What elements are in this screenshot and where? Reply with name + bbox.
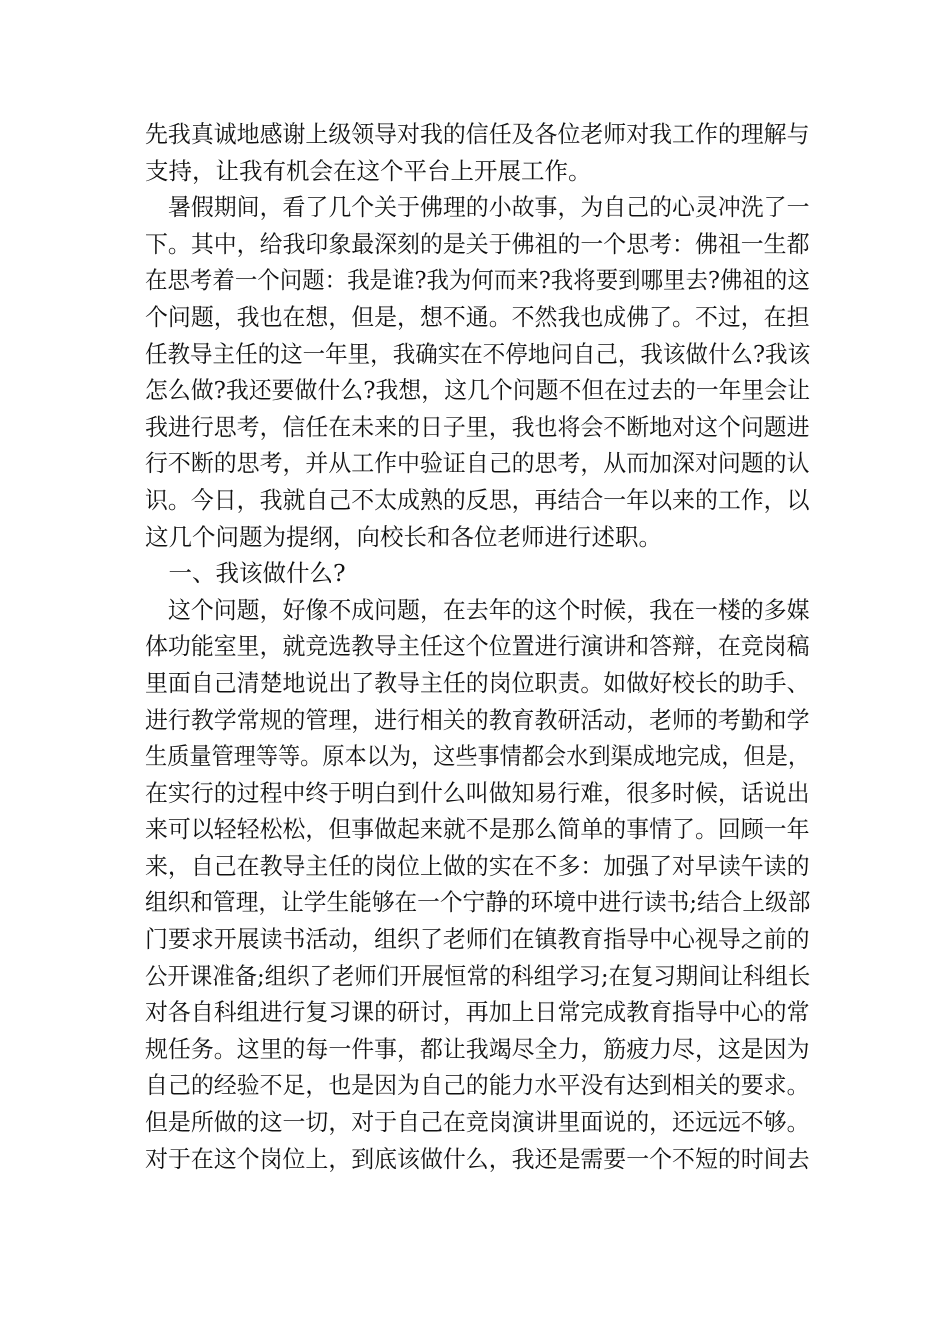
text-line: 在思考着一个问题：我是谁?我为何而来?我将要到哪里去?佛祖的这 — [145, 266, 810, 295]
text-line: 支持，让我有机会在这个平台上开展工作。 — [145, 156, 592, 185]
text-line: 里面自己清楚地说出了教导主任的岗位职责。如做好校长的助手、 — [145, 668, 810, 697]
document-body — [145, 116, 810, 1177]
text-line: 任教导主任的这一年里，我确实在不停地问自己，我该做什么?我该 — [145, 339, 811, 368]
text-line: 识。今日，我就自己不太成熟的反思，再结合一年以来的工作，以 — [145, 485, 810, 514]
text-line: 门要求开展读书活动，组织了老师们在镇教育指导中心视导之前的 — [145, 925, 810, 954]
text-line: 组织和管理，让学生能够在一个宁静的环境中进行读书;结合上级部 — [145, 888, 811, 917]
text-line: 来，自己在教导主任的岗位上做的实在不多：加强了对早读午读的 — [145, 851, 810, 880]
text-line: 生质量管理等等。原本以为，这些事情都会水到渠成地完成，但是， — [145, 742, 810, 771]
text-line: 规任务。这里的每一件事，都让我竭尽全力，筋疲力尽，这是因为 — [145, 1034, 810, 1063]
text-line: 怎么做?我还要做什么?我想，这几个问题不但在过去的一年里会让 — [145, 376, 811, 405]
text-line: 下。其中，给我印象最深刻的是关于佛祖的一个思考：佛祖一生都 — [145, 229, 810, 258]
text-line: 对于在这个岗位上，到底该做什么，我还是需要一个不短的时间去 — [145, 1144, 810, 1173]
text-line: 但是所做的这一切，对于自己在竞岗演讲里面说的，还远远不够。 — [145, 1108, 810, 1137]
text-line: 这个问题，好像不成问题，在去年的这个时候，我在一楼的多媒 — [145, 595, 810, 624]
text-line: 行不断的思考，并从工作中验证自己的思考，从而加深对问题的认 — [145, 449, 810, 478]
text-line: 进行教学常规的管理，进行相关的教育教研活动，老师的考勤和学 — [145, 705, 810, 734]
text-line: 公开课准备;组织了老师们开展恒常的科组学习;在复习期间让科组长 — [145, 961, 811, 990]
text-line: 我进行思考，信任在未来的日子里，我也将会不断地对这个问题进 — [145, 412, 810, 441]
text-line: 个问题，我也在想，但是，想不通。不然我也成佛了。不过，在担 — [145, 302, 810, 331]
text-line: 先我真诚地感谢上级领导对我的信任及各位老师对我工作的理解与 — [145, 120, 810, 148]
text-line: 暑假期间，看了几个关于佛理的小故事，为自己的心灵冲洗了一 — [145, 193, 810, 222]
text-line: 来可以轻轻松松，但事做起来就不是那么简单的事情了。回顾一年 — [145, 815, 810, 844]
text-line: 这几个问题为提纲，向校长和各位老师进行述职。 — [145, 522, 662, 551]
text-line: 体功能室里，就竞选教导主任这个位置进行演讲和答辩，在竞岗稿 — [145, 632, 810, 661]
text-line: 在实行的过程中终于明白到什么叫做知易行难，很多时候，话说出 — [145, 778, 810, 807]
text-line: 一、我该做什么? — [145, 559, 346, 588]
text-line: 自己的经验不足，也是因为自己的能力水平没有达到相关的要求。 — [145, 1071, 810, 1100]
text-line: 对各自科组进行复习课的研讨，再加上日常完成教育指导中心的常 — [145, 998, 810, 1027]
